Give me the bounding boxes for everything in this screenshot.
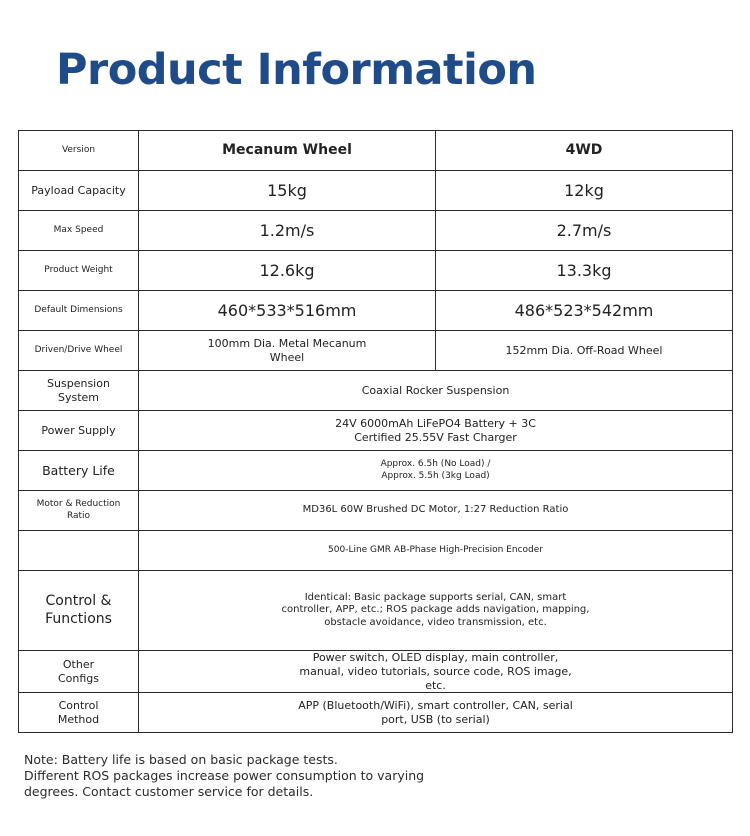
other-configs-value: Power switch, OLED display, main controller, manual, video tutorials, source code, ROS image, etc. [139, 651, 733, 693]
control-method-value: APP (Bluetooth/WiFi), smart controller, CAN, serial port, USB (to serial) [139, 693, 733, 733]
row-label-weight: Product Weight [19, 251, 139, 291]
dimensions-mecanum: 460*533*516mm [139, 291, 436, 331]
battery-life-no-load: Approx. 6.5h (No Load) / [380, 459, 491, 470]
encoder-value: 500-Line GMR AB-Phase High-Precision Encoder [139, 531, 733, 571]
table-row [19, 131, 733, 171]
table-row [19, 371, 733, 411]
footnote [24, 752, 444, 800]
row-label-control-functions: Control & Functions [19, 571, 139, 651]
table-row [19, 693, 733, 733]
spec-table [18, 130, 733, 733]
row-label-suspension: Suspension System [19, 371, 139, 411]
page-title: Product Information [56, 45, 537, 95]
row-label-other-configs: Other Configs [19, 651, 139, 693]
row-label-payload: Payload Capacity [19, 171, 139, 211]
payload-mecanum: 15kg [139, 171, 436, 211]
row-label-dimensions: Default Dimensions [19, 291, 139, 331]
weight-mecanum: 12.6kg [139, 251, 436, 291]
table-row [19, 411, 733, 451]
table-row [19, 331, 733, 371]
footnote-line-1: Note: Battery life is based on basic package tests. [24, 752, 338, 767]
table-row [19, 291, 733, 331]
row-label-encoder [19, 531, 139, 571]
table-row [19, 451, 733, 491]
column-header-mecanum: Mecanum Wheel [139, 131, 436, 171]
max-speed-mecanum: 1.2m/s [139, 211, 436, 251]
table-row [19, 651, 733, 693]
table-row [19, 171, 733, 211]
payload-4wd: 12kg [436, 171, 733, 211]
power-supply-value: 24V 6000mAh LiFePO4 Battery + 3C Certified 25.55V Fast Charger [139, 411, 733, 451]
table-row [19, 531, 733, 571]
battery-life-with-load: Approx. 5.5h (3kg Load) [381, 470, 490, 481]
table-row [19, 571, 733, 651]
max-speed-4wd: 2.7m/s [436, 211, 733, 251]
column-header-4wd: 4WD [436, 131, 733, 171]
table-row [19, 251, 733, 291]
suspension-value: Coaxial Rocker Suspension [139, 371, 733, 411]
dimensions-4wd: 486*523*542mm [436, 291, 733, 331]
footnote-line-2: Different ROS packages increase power consumption to varying degrees. Contact customer service for details. [24, 768, 425, 799]
row-label-motor: Motor & Reduction Ratio [19, 491, 139, 531]
wheel-mecanum: 100mm Dia. Metal Mecanum Wheel [139, 331, 436, 371]
row-label-power-supply: Power Supply [19, 411, 139, 451]
row-label-version: Version [19, 131, 139, 171]
motor-value: MD36L 60W Brushed DC Motor, 1:27 Reduction Ratio [139, 491, 733, 531]
row-label-control-method: Control Method [19, 693, 139, 733]
row-label-max-speed: Max Speed [19, 211, 139, 251]
weight-4wd: 13.3kg [436, 251, 733, 291]
row-label-wheel: Driven/Drive Wheel [19, 331, 139, 371]
control-functions-value: Identical: Basic package supports serial, CAN, smart controller, APP, etc.; ROS package adds navigation, mapping, obstacle avoidance, video transmission, etc. [139, 571, 733, 651]
table-row [19, 211, 733, 251]
wheel-4wd: 152mm Dia. Off-Road Wheel [436, 331, 733, 371]
battery-life-value [139, 451, 733, 491]
row-label-battery-life: Battery Life [19, 451, 139, 491]
table-row [19, 491, 733, 531]
